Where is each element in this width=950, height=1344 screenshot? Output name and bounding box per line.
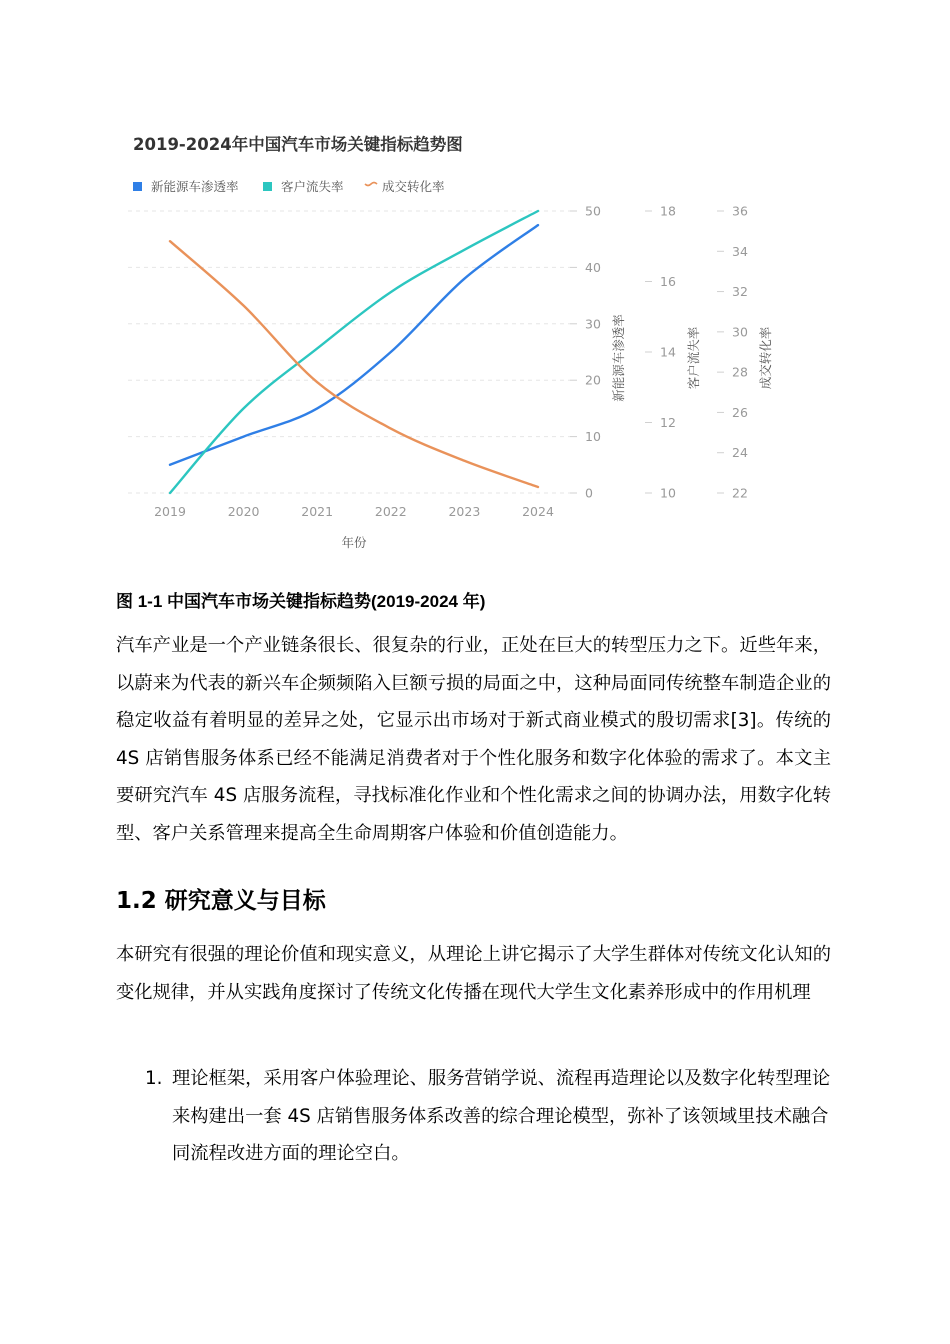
chart-axes xyxy=(154,204,748,520)
legend-item-conversion[interactable] xyxy=(365,179,445,194)
legend-label-nev: 新能源车渗透率 xyxy=(151,179,239,194)
numbered-list xyxy=(145,1060,835,1173)
y3-tick-label: 34 xyxy=(732,243,748,259)
legend-swatch-conversion xyxy=(365,183,377,186)
x-tick-label: 2024 xyxy=(522,504,554,519)
y1-tick-label: 40 xyxy=(585,259,601,275)
y1-tick-label: 30 xyxy=(585,316,601,332)
chart-legend xyxy=(133,179,445,194)
y3-tick-label: 24 xyxy=(732,445,748,461)
list-item-text: 理论框架，采用客户体验理论、服务营销学说、流程再造理论以及数字化转型理论来构建出一套 4S 店销售服务体系改善的综合理论模型，弥补了该领域里技术融合同流程改进方面的理论空白。 xyxy=(172,1068,831,1164)
y2-tick-label: 10 xyxy=(660,485,676,501)
series-line-2 xyxy=(170,241,538,487)
figure-caption: 图 1-1 中国汽车市场关键指标趋势(2019-2024 年) xyxy=(116,592,486,611)
legend-label-churn: 客户流失率 xyxy=(281,179,344,194)
y3-axis-title: 成交转化率 xyxy=(758,326,773,390)
y1-axis-title: 新能源车渗透率 xyxy=(611,314,626,402)
y3-tick-label: 30 xyxy=(732,324,748,340)
y3-tick-label: 26 xyxy=(732,404,748,420)
legend-label-conversion: 成交转化率 xyxy=(382,179,445,194)
y1-tick-label: 50 xyxy=(585,203,601,219)
y3-tick-label: 28 xyxy=(732,364,748,380)
y2-tick-label: 14 xyxy=(660,344,676,360)
body-paragraph-2: 本研究有很强的理论价值和现实意义，从理论上讲它揭示了大学生群体对传统文化认知的变化规律，并从实践角度探讨了传统文化传播在现代大学生文化素养形成中的作用机理 xyxy=(116,944,831,1003)
list-item-number: 1. xyxy=(145,1068,163,1089)
y2-axis-title: 客户流失率 xyxy=(686,326,701,390)
body-paragraph-1: 汽车产业是一个产业链条很长、很复杂的行业，正处在巨大的转型压力之下。近些年来，以蔚来为代表的新兴车企频频陷入巨额亏损的局面之中，这种局面同传统整车制造企业的稳定收益有着明显的差异之处，它显示出市场对于新式商业模式的殷切需求[3]。传统的 4S 店销售服务体系已经不能满足消费者对于个性化服务和数字化体验的需求了。本文主要研究汽车 4S 店服务流程，寻找标准化作业和个性化需求之间的协调办法，用数字化转型、客户关系管理来提高全生命周期客户体验和价值创造能力。 xyxy=(116,635,831,844)
y1-tick-label: 10 xyxy=(585,429,601,445)
y3-tick-label: 36 xyxy=(732,203,748,219)
x-tick-label: 2022 xyxy=(374,504,407,519)
y1-tick-label: 20 xyxy=(585,372,601,388)
y2-tick-label: 16 xyxy=(660,274,676,289)
chart-series xyxy=(170,211,538,493)
legend-item-nev[interactable] xyxy=(133,179,239,194)
list-item xyxy=(145,1060,835,1173)
legend-item-churn[interactable] xyxy=(263,179,344,194)
legend-swatch-churn xyxy=(263,182,272,191)
x-tick-label: 2019 xyxy=(154,504,186,519)
x-tick-label: 2023 xyxy=(448,504,481,519)
y3-tick-label: 22 xyxy=(732,485,748,501)
legend-swatch-nev xyxy=(133,182,142,191)
trend-chart xyxy=(118,118,818,568)
y2-tick-label: 18 xyxy=(660,203,676,219)
x-tick-label: 2020 xyxy=(227,504,260,519)
y1-tick-label: 0 xyxy=(585,485,593,501)
y2-tick-label: 12 xyxy=(660,415,676,430)
x-tick-label: 2021 xyxy=(301,504,334,519)
y3-tick-label: 32 xyxy=(732,284,748,300)
x-axis-title: 年份 xyxy=(341,535,367,550)
series-line-1 xyxy=(170,211,538,493)
chart-grid xyxy=(128,211,570,493)
section-heading: 1.2 研究意义与目标 xyxy=(116,888,326,914)
chart-title: 2019-2024年中国汽车市场关键指标趋势图 xyxy=(133,135,463,154)
